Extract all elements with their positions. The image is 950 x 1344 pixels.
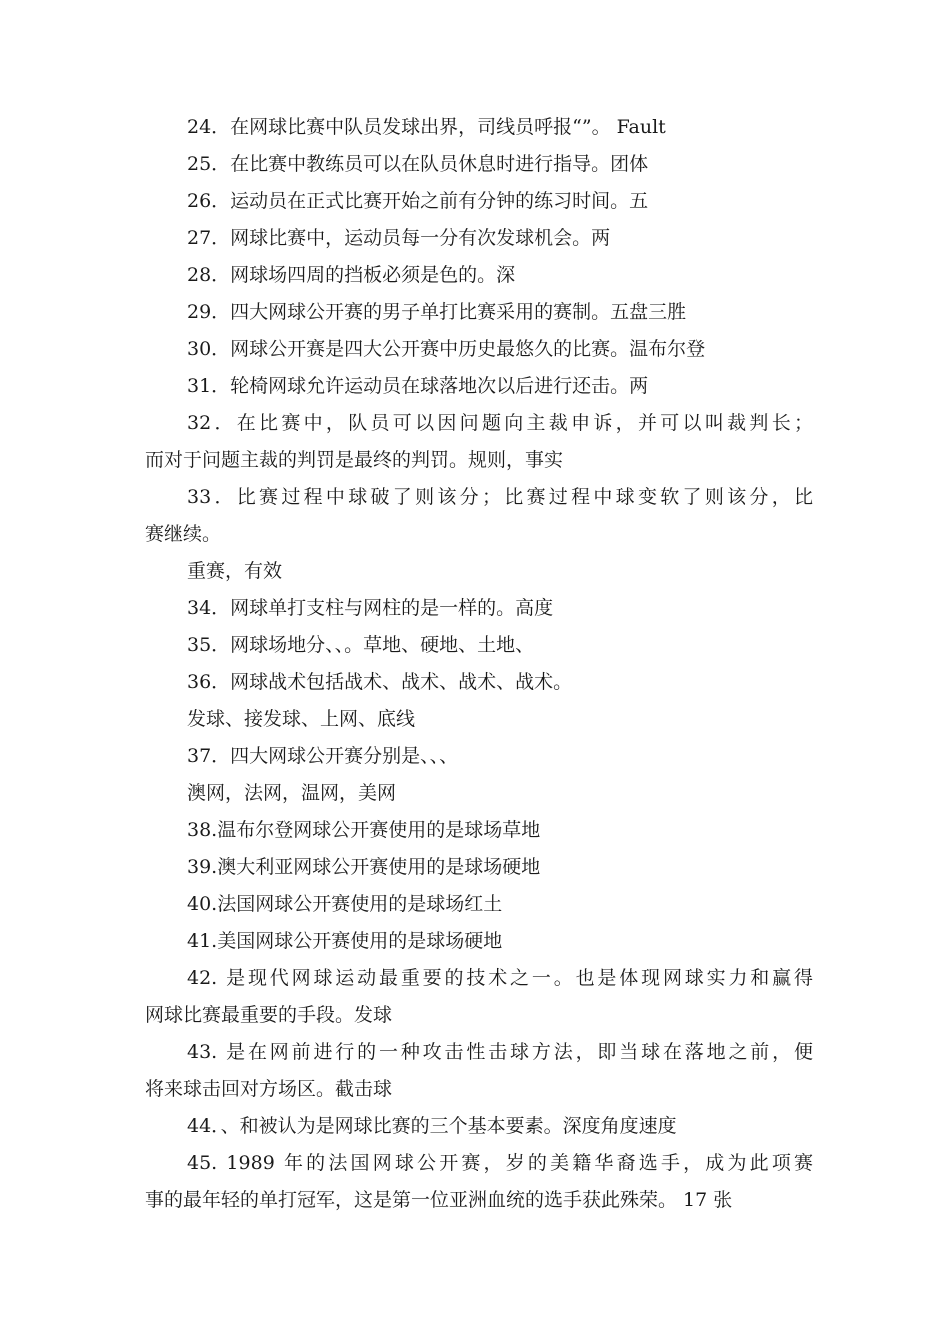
text-line: 42. 是现代网球运动最重要的技术之一。也是体现网球实力和赢得: [187, 967, 813, 989]
document-page: [145, 109, 813, 1219]
text-line: 36．网球战术包括战术、战术、战术、战术。: [187, 671, 573, 693]
text-line: 44．、和被认为是网球比赛的三个基本要素。深度角度速度: [187, 1115, 677, 1137]
text-line: 将来球击回对方场区。截击球: [145, 1078, 393, 1100]
text-line: 28．网球场四周的挡板必须是色的。深: [187, 264, 516, 286]
text-line: 31．轮椅网球允许运动员在球落地次以后进行还击。两: [187, 375, 649, 397]
text-line: 43. 是在网前进行的一种攻击性击球方法，即当球在落地之前，便: [187, 1041, 813, 1063]
text-line: 38.温布尔登网球公开赛使用的是球场草地: [187, 819, 541, 841]
text-line: 赛继续。: [145, 523, 222, 545]
text-line: 34．网球单打支柱与网柱的是一样的。高度: [187, 597, 554, 619]
text-line: 24．在网球比赛中队员发球出界，司线员呼报“”。 Fault: [187, 116, 666, 138]
text-line: 39.澳大利亚网球公开赛使用的是球场硬地: [187, 856, 541, 878]
text-line: 32．在比赛中，队员可以因问题向主裁申诉，并可以叫裁判长；: [187, 412, 813, 434]
text-line: 45. 1989 年的法国网球公开赛，岁的美籍华裔选手，成为此项赛: [187, 1152, 813, 1174]
text-line: 25．在比赛中教练员可以在队员休息时进行指导。团体: [187, 153, 649, 175]
text-line: 澳网，法网，温网，美网: [187, 782, 397, 804]
text-line: 40.法国网球公开赛使用的是球场红土: [187, 893, 503, 915]
text-line: 26．运动员在正式比赛开始之前有分钟的练习时间。五: [187, 190, 649, 212]
text-line: 重赛，有效: [187, 560, 283, 582]
text-line: 事的最年轻的单打冠军，这是第一位亚洲血统的选手获此殊荣。 17 张: [145, 1189, 733, 1211]
text-line: 41.美国网球公开赛使用的是球场硬地: [187, 930, 503, 952]
text-line: 27．网球比赛中，运动员每一分有次发球机会。两: [187, 227, 611, 249]
text-line: 35．网球场地分、、。草地、硬地、土地、: [187, 634, 535, 656]
text-line: 37．四大网球公开赛分别是、、、: [187, 745, 459, 767]
text-line: 网球比赛最重要的手段。发球: [145, 1004, 393, 1026]
text-line: 30．网球公开赛是四大公开赛中历史最悠久的比赛。温布尔登: [187, 338, 706, 360]
text-line: 33．比赛过程中球破了则该分；比赛过程中球变软了则该分，比: [187, 486, 813, 508]
text-line: 29．四大网球公开赛的男子单打比赛采用的赛制。五盘三胜: [187, 301, 687, 323]
text-line: 而对于问题主裁的判罚是最终的判罚。规则，事实: [145, 449, 564, 471]
text-line: 发球、接发球、上网、底线: [187, 708, 416, 730]
